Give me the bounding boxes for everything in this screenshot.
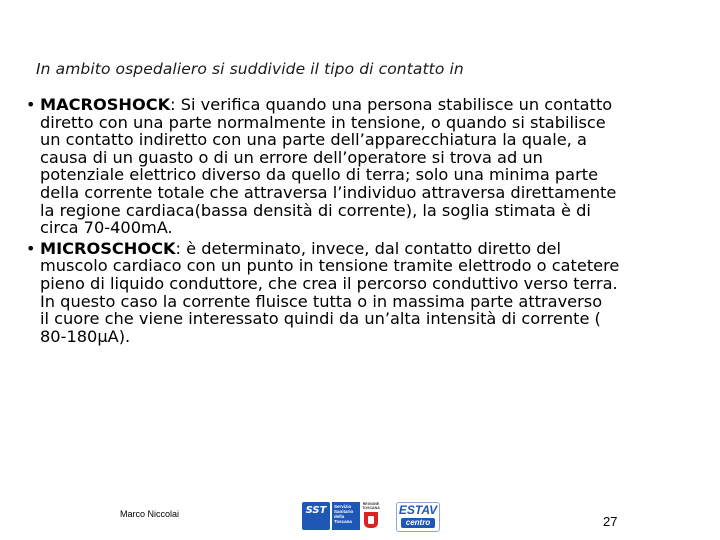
- regione-toscana-logo: [360, 502, 382, 532]
- bullet-line: un contatto indiretto con una parte dell’apparecchiatura la quale, a: [40, 130, 587, 150]
- bullet-line: potenziale elettrico diverso da quello di terra; solo una minima parte: [40, 165, 599, 185]
- bullet-line: 80-180µA).: [40, 326, 131, 346]
- regione-logo-text: REGIONE TOSCANA: [362, 502, 380, 510]
- bullet-term: MICROSCHOCK: [40, 238, 176, 258]
- page-number: 27: [603, 514, 618, 529]
- bullet-microschock: [22, 240, 692, 346]
- estav-logo-subtitle: centro: [401, 518, 435, 528]
- bullet-line: la regione cardiaca(bassa densità di corrente), la soglia stimata è di: [40, 200, 591, 220]
- bullet-line: è determinato, invece, dal contatto diretto del: [186, 238, 561, 258]
- bullet-line: muscolo cardiaco con un punto in tensione tramite elettrodo o catetere: [40, 256, 620, 276]
- bullet-line: circa 70-400mA.: [40, 218, 173, 238]
- bullet-line: causa di un guasto o di un errore dell’operatore si trova ad un: [40, 147, 543, 167]
- bullet-line: della corrente totale che attraversa l’individuo attraversa direttamente: [40, 182, 617, 202]
- bullet-line: In questo caso la corrente fluisce tutta o in massima parte attraverso: [40, 291, 603, 311]
- estav-logo: [396, 502, 440, 532]
- bullet-term: MACROSHOCK: [40, 95, 171, 114]
- bullet-dot-icon: •: [26, 95, 36, 114]
- sst-logo-text: SST: [305, 505, 327, 516]
- regione-flag-icon: [364, 512, 378, 528]
- slide-subtitle: In ambito ospedaliero si suddivide il tipo di contatto in: [36, 60, 464, 78]
- bullet-dot-icon: •: [26, 238, 36, 258]
- bullet-line: pieno di liquido conduttore, che crea il percorso conduttivo verso terra.: [40, 273, 618, 293]
- footer-author: Marco Niccolai: [120, 509, 180, 519]
- bullet-line: il cuore che viene interessato quindi da un’alta intensità di corrente (: [40, 309, 601, 329]
- bullet-separator: :: [175, 238, 187, 258]
- bullet-macroshock: [22, 96, 692, 237]
- estav-logo-title: ESTAV: [398, 503, 438, 517]
- bullet-line: Si verifica quando una persona stabilisce un contatto: [180, 95, 613, 114]
- sst-logo: [302, 502, 330, 530]
- sst-text-logo: Servizio Sanitario della Toscana: [332, 502, 360, 530]
- bullet-line: diretto con una parte normalmente in tensione, o quando si stabilisce: [40, 112, 606, 132]
- bullet-separator: :: [170, 95, 181, 114]
- bullet-list: [22, 96, 692, 348]
